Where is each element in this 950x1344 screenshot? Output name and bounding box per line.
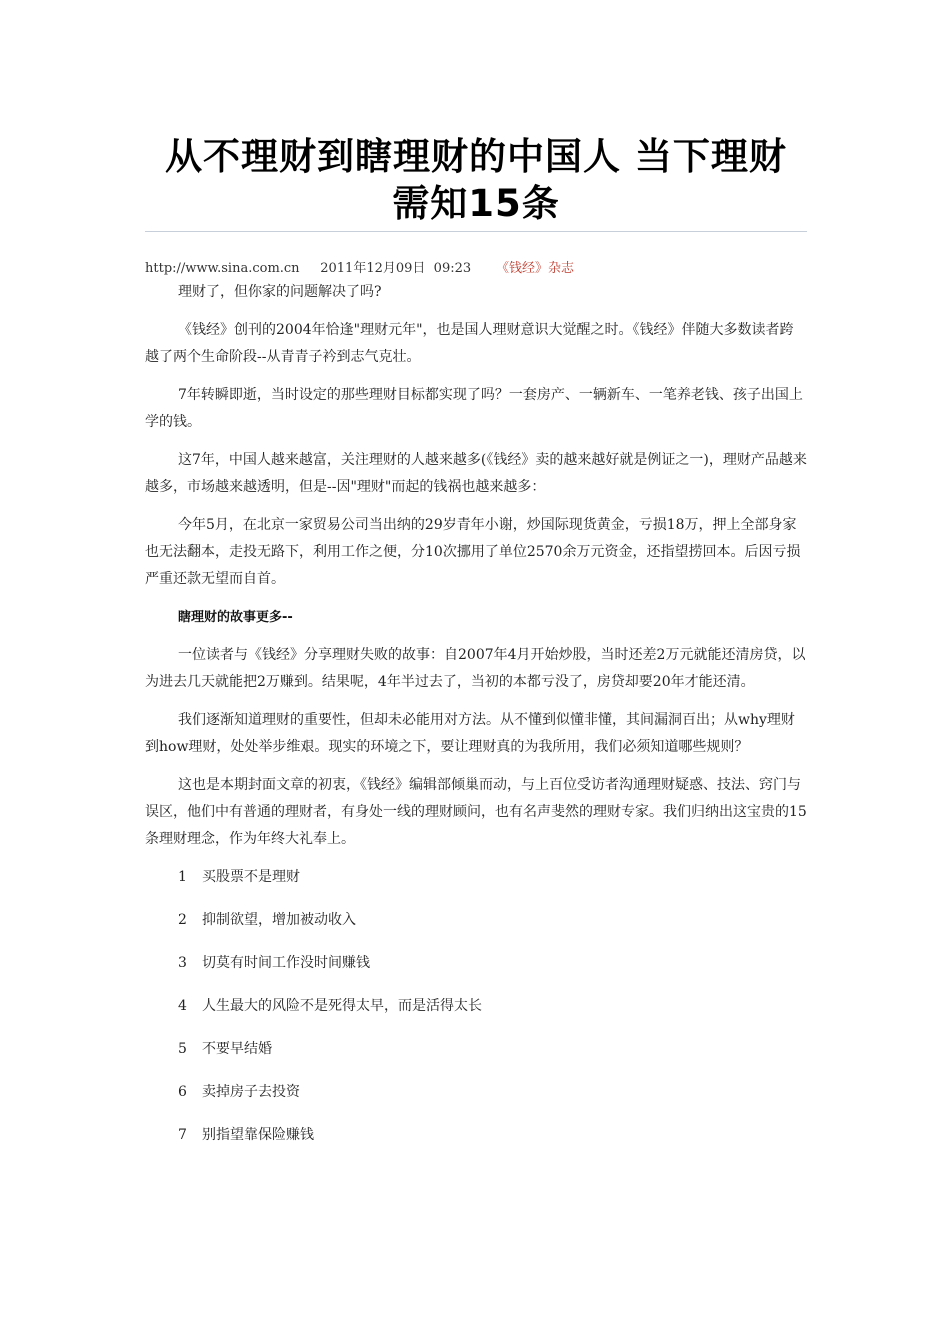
paragraph: 理财了，但你家的问题解决了吗? [178, 284, 382, 300]
paragraph: 今年5月，在北京一家贸易公司当出纳的29岁青年小谢，炒国际现货黄金，亏损18万，押上全部身家也无法翻本，走投无路下，利用工作之便，分10次挪用了单位2570余万元资金，还指望捞回本。后因亏损严重还款无望而自首。 [145, 517, 801, 587]
rule-text: 别指望靠保险赚钱 [202, 1127, 314, 1143]
list-item [178, 950, 807, 993]
paragraph: 一位读者与《钱经》分享理财失败的故事：自2007年4月开始炒股，当时还差2万元就能还清房贷，以为进去几天就能把2万赚到。结果呢，4年半过去了，当初的本都亏没了，房贷却要20年才能还清。 [145, 647, 806, 690]
rule-text: 买股票不是理财 [202, 869, 300, 885]
rule-text: 抑制欲望，增加被动收入 [202, 912, 356, 928]
publish-date: 2011年12月09日 09:23 [320, 261, 472, 276]
list-item [178, 1079, 807, 1122]
rule-number: 7 [178, 1127, 187, 1143]
list-item [178, 1036, 807, 1079]
rule-number: 6 [178, 1084, 187, 1100]
section-heading: 瞎理财的故事更多-- [178, 610, 293, 625]
article-meta [145, 260, 807, 277]
article [145, 0, 807, 1165]
paragraph: 这7年，中国人越来越富，关注理财的人越来越多(《钱经》卖的越来越好就是例证之一)，理财产品越来越多，市场越来越透明，但是--因"理财"而起的钱祸也越来越多： [145, 452, 807, 495]
rules-list [145, 864, 807, 1165]
paragraph: 7年转瞬即逝，当时设定的那些理财目标都实现了吗？一套房产、一辆新车、一笔养老钱、孩子出国上学的钱。 [145, 387, 803, 430]
rule-number: 3 [178, 955, 187, 971]
rule-text: 切莫有时间工作没时间赚钱 [202, 955, 370, 971]
rule-number: 1 [178, 869, 187, 885]
rule-text: 不要早结婚 [202, 1041, 272, 1057]
list-item [178, 907, 807, 950]
paragraph: 这也是本期封面文章的初衷，《钱经》编辑部倾巢而动，与上百位受访者沟通理财疑惑、技法、窍门与误区，他们中有普通的理财者，有身处一线的理财顾问，也有名声斐然的理财专家。我们归纳出这宝贵的15条理财理念，作为年终大礼奉上。 [145, 777, 807, 847]
paragraph: 我们逐渐知道理财的重要性，但却未必能用对方法。从不懂到似懂非懂，其间漏洞百出；从why理财到how理财，处处举步维艰。现实的环境之下，要让理财真的为我所用，我们必须知道哪些规则？ [145, 712, 795, 755]
rule-number: 2 [178, 912, 187, 928]
source-url[interactable]: http://www.sina.com.cn [145, 261, 300, 276]
title-line-2: 需知15条 [392, 182, 560, 225]
title-line-1: 从不理财到瞎理财的中国人 当下理财 [165, 135, 787, 178]
title-divider [145, 231, 807, 232]
rule-text: 人生最大的风险不是死得太早，而是活得太长 [202, 998, 482, 1014]
paragraph: 《钱经》创刊的2004年恰逢"理财元年"，也是国人理财意识大觉醒之时。《钱经》伴随大多数读者跨越了两个生命阶段--从青青子衿到志气克壮。 [145, 322, 794, 365]
article-title [145, 133, 807, 227]
list-item [178, 993, 807, 1036]
article-body [145, 279, 807, 1165]
rule-text: 卖掉房子去投资 [202, 1084, 300, 1100]
rule-number: 5 [178, 1041, 187, 1057]
source-name[interactable]: 《钱经》杂志 [495, 261, 574, 276]
rule-number: 4 [178, 998, 187, 1014]
list-item [178, 1122, 807, 1165]
list-item [178, 864, 807, 907]
